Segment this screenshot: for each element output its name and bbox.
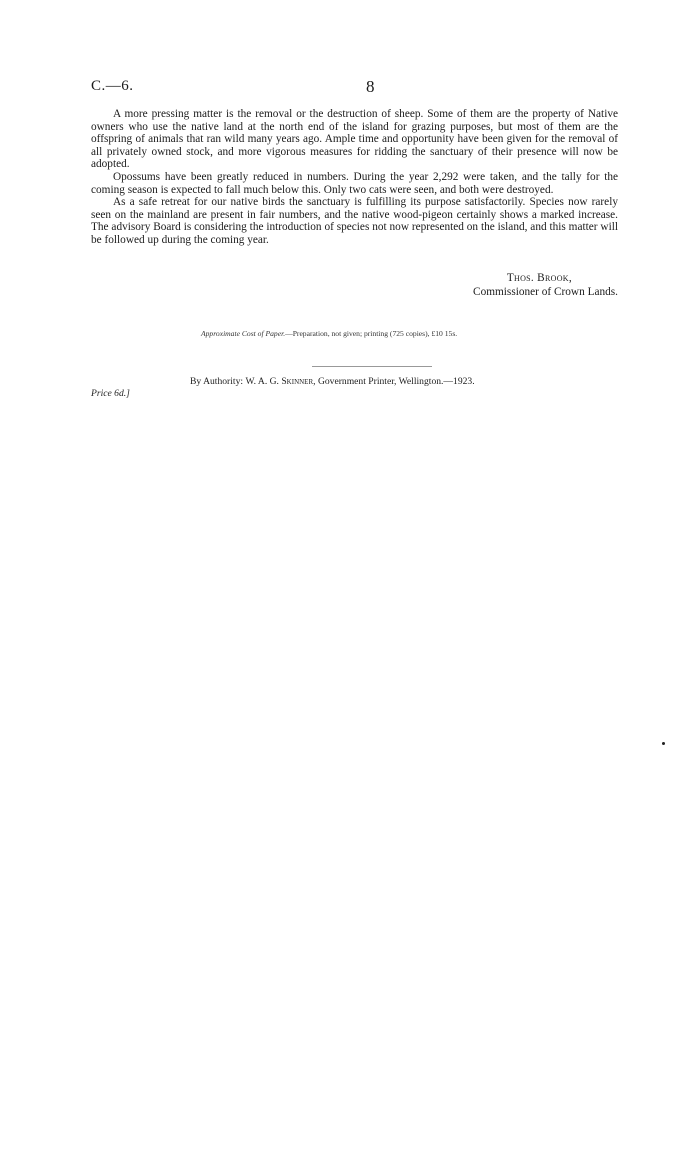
authority-prefix: By Authority: <box>190 376 244 387</box>
cost-label: Approximate Cost of Paper. <box>201 329 286 338</box>
footer-divider <box>312 366 432 367</box>
signature-block <box>91 271 618 299</box>
printer-name: W. A. G. Skinner, <box>245 376 316 387</box>
paragraph-sheep: A more pressing matter is the removal or the destruction of sheep. Some of them are the property of Native owners who use the native land at the north end of the island for grazing purposes, but most of them are the offspring of animals that ran wild many years ago. Ample time and opportunity have been given for the removal of all privately owned stock, and more vigorous measures for ridding the sanctuary of their presence will now be adopted. <box>91 108 618 171</box>
printing-cost-note <box>201 329 457 338</box>
signatory-title: Commissioner of Crown Lands. <box>473 286 618 298</box>
signatory-name: Thos. Brook, <box>506 272 572 284</box>
report-body <box>91 108 618 247</box>
printer-authority <box>190 376 475 387</box>
price-note: Price 6d.] <box>91 388 130 399</box>
cost-text: —Preparation, not given; printing (725 copies), £10 15s. <box>285 329 458 338</box>
ink-speck <box>662 742 665 745</box>
authority-suffix: Government Printer, Wellington.—1923. <box>317 376 475 387</box>
document-reference: C.—6. <box>91 78 134 94</box>
page-number: 8 <box>366 77 375 96</box>
paragraph-opossums: Opossums have been greatly reduced in numbers. During the year 2,292 were taken, and the tally for the coming season is expected to fall much below this. Only two cats were seen, and both were destroyed. <box>91 170 618 196</box>
paragraph-birds: As a safe retreat for our native birds the sanctuary is fulfilling its purpose satisfactorily. Species now rarely seen on the mainland are present in fair numbers, and the native wood-pigeon certainly shows a marked increase. The advisory Board is considering the introduction of species not now represented on the island, and this matter will be followed up during the coming year. <box>91 196 618 246</box>
